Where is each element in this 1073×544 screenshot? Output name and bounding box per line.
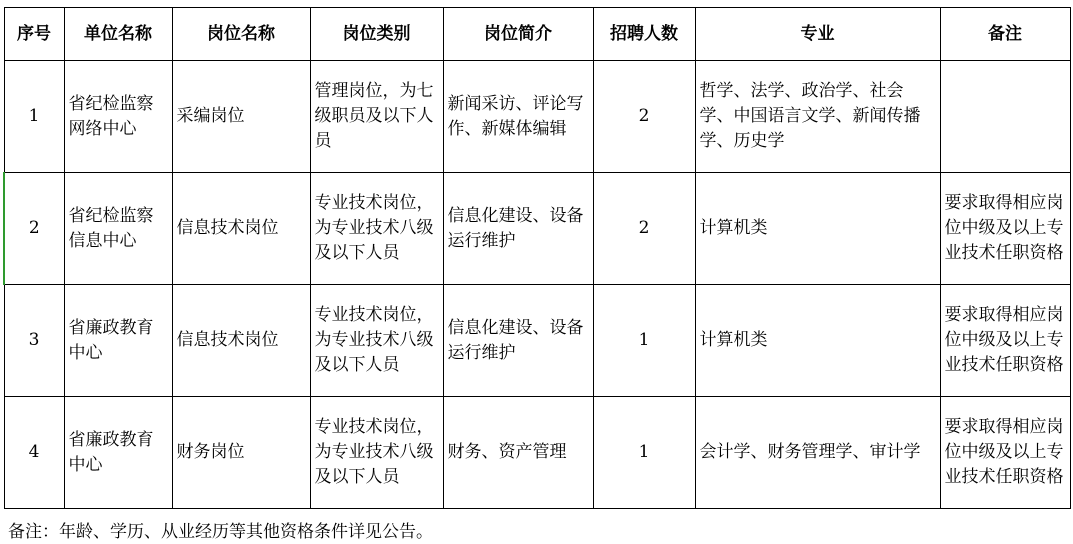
cell-position: 财务岗位	[172, 397, 310, 509]
cell-remark: 要求取得相应岗位中级及以上专业技术任职资格	[940, 397, 1070, 509]
cell-count: 1	[593, 397, 695, 509]
header-unit: 单位名称	[64, 8, 172, 61]
cell-index: 2	[4, 173, 64, 285]
cell-remark	[940, 61, 1070, 173]
header-position: 岗位名称	[172, 8, 310, 61]
cell-position: 信息技术岗位	[172, 285, 310, 397]
header-index: 序号	[4, 8, 64, 61]
cell-index: 3	[4, 285, 64, 397]
cell-remark: 要求取得相应岗位中级及以上专业技术任职资格	[940, 173, 1070, 285]
table-row	[4, 61, 1070, 173]
cell-count: 2	[593, 173, 695, 285]
header-row	[4, 8, 1070, 61]
cell-category: 专业技术岗位，为专业技术八级及以下人员	[310, 173, 443, 285]
cell-unit: 省廉政教育中心	[64, 285, 172, 397]
cell-category: 专业技术岗位，为专业技术八级及以下人员	[310, 397, 443, 509]
cell-description: 信息化建设、设备运行维护	[443, 173, 593, 285]
header-category: 岗位类别	[310, 8, 443, 61]
cell-remark: 要求取得相应岗位中级及以上专业技术任职资格	[940, 285, 1070, 397]
cell-description: 信息化建设、设备运行维护	[443, 285, 593, 397]
cell-description: 财务、资产管理	[443, 397, 593, 509]
cell-unit: 省纪检监察网络中心	[64, 61, 172, 173]
cell-major: 计算机类	[695, 173, 940, 285]
cell-index: 1	[4, 61, 64, 173]
cell-major: 计算机类	[695, 285, 940, 397]
table-footnote: 备注：年龄、学历、从业经历等其他资格条件详见公告。	[8, 522, 433, 542]
cell-position: 采编岗位	[172, 61, 310, 173]
cell-unit: 省廉政教育中心	[64, 397, 172, 509]
table-row	[4, 397, 1070, 509]
cell-category: 管理岗位，为七级职员及以下人员	[310, 61, 443, 173]
job-table	[3, 7, 1071, 509]
header-remark: 备注	[940, 8, 1070, 61]
cell-category: 专业技术岗位，为专业技术八级及以下人员	[310, 285, 443, 397]
header-major: 专业	[695, 8, 940, 61]
cell-major: 会计学、财务管理学、审计学	[695, 397, 940, 509]
cell-unit: 省纪检监察信息中心	[64, 173, 172, 285]
header-count: 招聘人数	[593, 8, 695, 61]
table-row	[4, 173, 1070, 285]
table-row	[4, 285, 1070, 397]
cell-description: 新闻采访、评论写作、新媒体编辑	[443, 61, 593, 173]
cell-major: 哲学、法学、政治学、社会学、中国语言文学、新闻传播学、历史学	[695, 61, 940, 173]
cell-position: 信息技术岗位	[172, 173, 310, 285]
cell-index: 4	[4, 397, 64, 509]
cell-count: 1	[593, 285, 695, 397]
header-description: 岗位简介	[443, 8, 593, 61]
cell-count: 2	[593, 61, 695, 173]
